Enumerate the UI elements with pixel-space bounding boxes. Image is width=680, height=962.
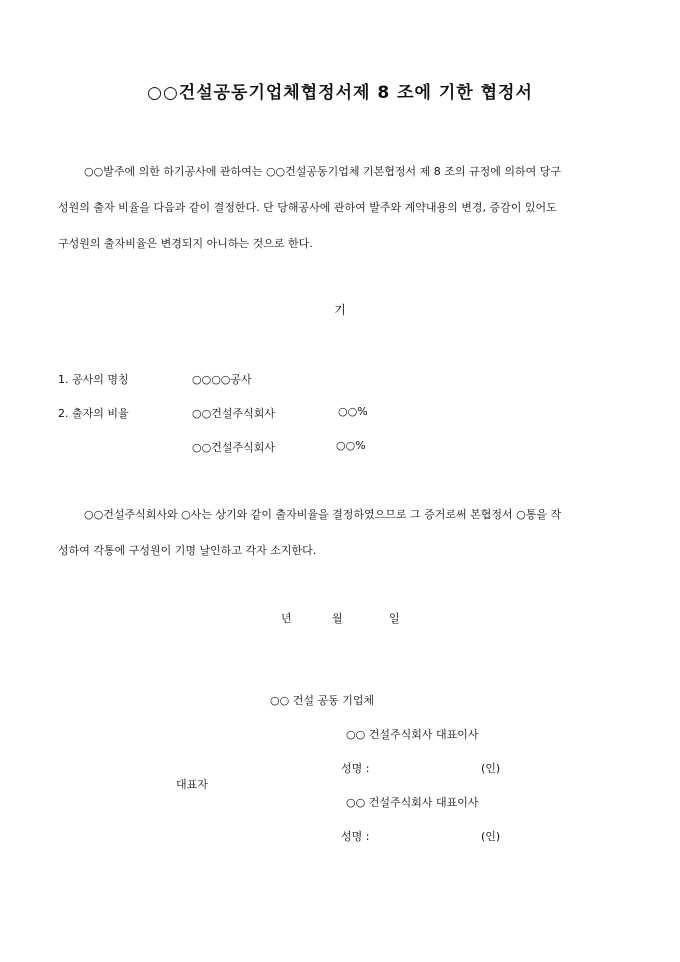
consortium-name: ○○ 건설 공동 기업체 [270, 694, 375, 707]
intro-line-3: 구성원의 출자비율은 변경되지 아니하는 것으로 한다. [58, 237, 313, 250]
signatory-1-seal: (인) [481, 762, 501, 775]
item-2-company-2: ○○건설주식회사 [192, 441, 275, 454]
signatory-1-name-label: 성명 : [341, 762, 370, 775]
signatory-2-name-label: 성명 : [341, 830, 370, 843]
item-2-ratio-2: ○○% [336, 439, 366, 452]
section-marker: 기 [334, 303, 346, 317]
item-2-label: 2. 출자의 비율 [58, 407, 129, 420]
representative-label: 대표자 [176, 778, 208, 791]
document-title: ○○건설공동기업체협정서제 8 조에 기한 협정서 [147, 83, 533, 103]
date-month-label: 월 [332, 612, 343, 625]
date-day-label: 일 [389, 612, 400, 625]
signatory-2-company: ○○ 건설주식회사 대표이사 [346, 796, 479, 809]
intro-paragraph [58, 154, 623, 262]
item-2-ratio-1: ○○% [338, 405, 368, 418]
intro-line-2: 성원의 출자 비율을 다음과 같이 결정한다. 단 당해공사에 관하여 발주와 계약내용의 변경, 증감이 있어도 [58, 201, 557, 214]
closing-line-1: ○○건설주식회사와 ○사는 상기와 같이 출자비율을 결정하였으므로 그 증거로써 본협정서 ○통을 작 [84, 508, 562, 521]
item-1-label: 1. 공사의 명칭 [58, 373, 129, 386]
signatory-1-company: ○○ 건설주식회사 대표이사 [346, 728, 479, 741]
signatory-2-seal: (인) [481, 830, 501, 843]
closing-line-2: 성하여 각통에 구성원이 기명 날인하고 각자 소지한다. [58, 544, 317, 557]
item-2-company-1: ○○건설주식회사 [192, 407, 275, 420]
intro-line-1: ○○발주에 의한 하기공사에 관하여는 ○○건설공동기업체 기본협정서 제 8 조의 규정에 의하여 당구 [84, 165, 562, 178]
date-year-label: 년 [281, 612, 292, 625]
closing-paragraph [58, 497, 623, 569]
item-1-value: ○○○○공사 [192, 373, 252, 386]
